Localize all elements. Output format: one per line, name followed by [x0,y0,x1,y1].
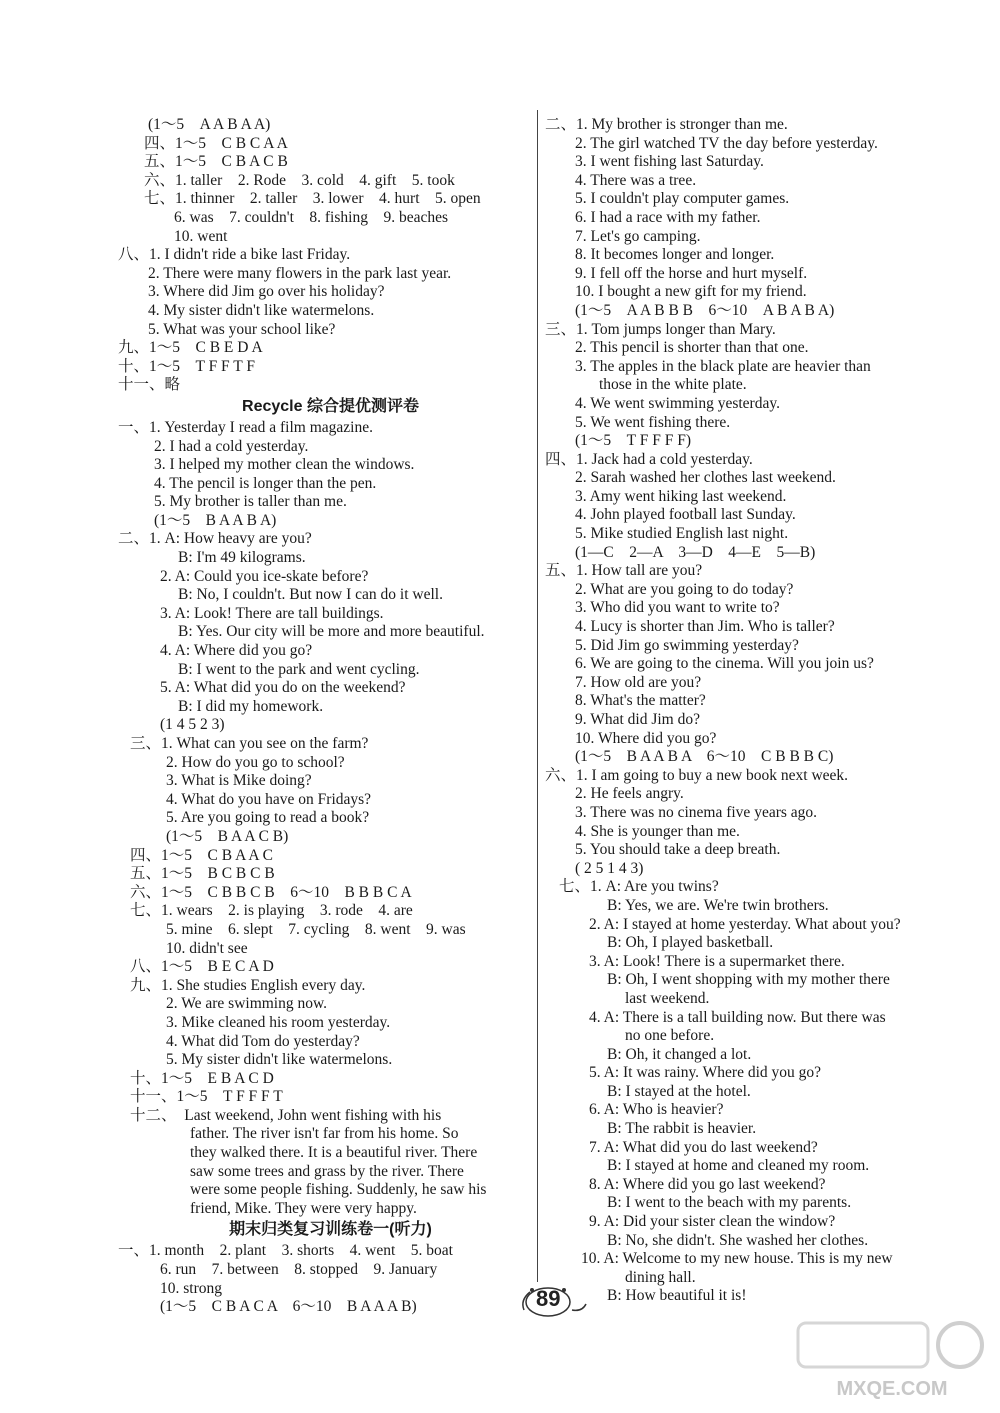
answer-line: 10. I bought a new gift for my friend. [575,283,807,301]
answer-line: 4. What did Tom do yesterday? [166,1032,360,1050]
answer-line: (1 4 5 2 3) [160,716,225,734]
answer-line: 3. I helped my mother clean the windows. [154,456,415,474]
answer-line: 二、1. My brother is stronger than me. [545,116,788,133]
answer-line: 十、1～5 T F F T F [118,357,255,375]
answer-line: 5. A: What did you do on the weekend? [160,679,406,697]
answer-line: 6. A: Who is heavier? [589,1101,724,1119]
watermark-text: MXQE.COM [836,1378,948,1400]
answer-line: 9. I fell off the horse and hurt myself. [575,264,808,282]
answer-line: B: Oh, it changed a lot. [607,1045,752,1063]
answer-line: 七、1. thinner 2. taller 3. lower 4. hurt 5. open [144,190,481,208]
answer-line: 九、1～5 C B E D A [118,339,263,357]
answer-line: 六、1～5 C B B C B 6～10 B B B C A [130,883,412,901]
answer-line: 五、1～5 C B A C B [144,153,288,171]
answer-line: 二、1. A: How heavy are you? [118,530,312,548]
answer-line: (1～5 C B A C A 6～10 B A A A B) [160,1298,417,1316]
answer-line: 2. We are swimming now. [166,995,328,1013]
answer-line: 3. Who did you want to write to? [575,599,780,617]
answer-line: (1～5 A A B A A) [148,116,271,133]
answer-line: B: Oh, I went shopping with my mother there [607,971,890,989]
answer-line: (1—C 2—A 3—D 4—E 5—B) [575,543,816,561]
answer-line: (1～5 B A A B A) [154,511,277,529]
left-column [118,116,543,1317]
answer-line: 4. We went swimming yesterday. [575,394,780,412]
answer-line: 10. strong [160,1279,222,1297]
page-number: 89 [536,1286,561,1311]
answer-line: 四、1～5 C B A A C [130,846,273,864]
answer-line: 三、1. What can you see on the farm? [130,735,369,752]
answer-line: B: I stayed at home and cleaned my room. [607,1157,870,1175]
answer-line: 八、1～5 B E C A D [130,958,274,976]
answer-line: 2. I had a cold yesterday. [154,437,309,455]
answer-line: saw some trees and grass by the river. There [190,1162,464,1180]
answer-line: 4. A: Where did you go? [160,642,313,660]
answer-line: 十一、略 [118,376,181,394]
answer-line: 3. What is Mike doing? [166,772,312,790]
answer-line: 八、1. I didn't ride a bike last Friday. [118,246,351,264]
answer-line: 5. Are you going to read a book? [166,809,370,827]
answer-line: 4. Lucy is shorter than Jim. Who is taller? [575,618,835,636]
answer-line: B: No, she didn't. She washed her clothes. [607,1231,869,1249]
answer-stamp-icon [792,1315,992,1405]
answer-line: 七、1. A: Are you twins? [559,878,719,896]
answer-line: those in the white plate. [599,376,747,394]
answer-line: 3. I went fishing last Saturday. [575,153,764,171]
answer-line: 2. He feels angry. [575,785,684,803]
answer-line: 9. What did Jim do? [575,711,700,728]
answer-line: 5. Did Jim go swimming yesterday? [575,636,799,654]
answer-line: 5. A: It was rainy. Where did you go? [589,1064,822,1082]
answer-line: 四、1. Jack had a cold yesterday. [545,450,753,468]
answer-line: 七、1. wears 2. is playing 3. rode 4. are [130,902,413,920]
answer-line: 6. We are going to the cinema. Will you join us? [575,655,874,673]
answer-line: 3. A: Look! There are tall buildings. [160,604,384,622]
answer-line: 3. Amy went hiking last weekend. [575,487,787,505]
answer-line: 2. Sarah washed her clothes last weekend. [575,469,836,487]
answer-line: B: I did my homework. [178,697,324,715]
answer-line: (1～5 A A B B B 6～10 A B A B A) [575,301,835,319]
answer-line: 5. Mike studied English last night. [575,525,789,543]
answer-line: 2. The girl watched TV the day before yesterday. [575,134,878,152]
watermark [792,1315,992,1405]
answer-line: last weekend. [625,989,710,1007]
answer-line: (1～5 B A A C B) [166,827,289,845]
answer-line: 4. John played football last Sunday. [575,506,796,524]
answer-line: 5. My brother is taller than me. [154,493,347,511]
answer-line: father. The river isn't far from his home. So [190,1125,459,1143]
answer-line: B: I went to the beach with my parents. [607,1194,852,1212]
answer-line: (1～5 B A A B A 6～10 C B B B C) [575,748,834,766]
answer-line: 五、1～5 B C B C B [130,865,275,883]
answer-line: 3. The apples in the black plate are heavier than [575,357,871,375]
answer-line: 8. A: Where did you go last weekend? [589,1175,826,1193]
answer-line: ( 2 5 1 4 3) [575,859,644,877]
answer-line: 2. How do you go to school? [166,753,345,771]
answer-line: were some people fishing. Suddenly, he saw his [190,1181,487,1199]
answer-line: 5. mine 6. slept 7. cycling 8. went 9. was [166,920,466,938]
answer-line: 3. Mike cleaned his room yesterday. [166,1013,391,1031]
answer-line: 10. went [174,227,228,245]
answer-line: 一、1. Yesterday I read a film magazine. [118,418,373,436]
answer-line: (1～5 T F F F F) [575,432,691,450]
right-column [545,116,970,1306]
answer-line: 五、1. How tall are you? [545,562,703,580]
answer-line: 4. The pencil is longer than the pen. [154,474,377,492]
answer-line: no one before. [625,1027,715,1045]
answer-line: B: I'm 49 kilograms. [178,549,306,567]
answer-line: 10. didn't see [166,939,248,957]
answer-line: 2. What are you going to do today? [575,580,794,598]
answer-line: 4. There was a tree. [575,171,697,189]
answer-line: 4. My sister didn't like watermelons. [148,301,375,319]
answer-line: 一、1. month 2. plant 3. shorts 4. went 5. boat [118,1242,453,1260]
answer-line: 九、1. She studies English every day. [130,976,366,994]
answer-line: 8. It becomes longer and longer. [575,246,775,264]
answer-line: B: Oh, I played basketball. [607,934,774,952]
answer-line: 3. A: Look! There is a supermarket there. [589,952,845,970]
answer-line: 2. There were many flowers in the park last year. [148,264,452,282]
answer-line: B: No, I couldn't. But now I can do it well. [178,586,443,604]
answer-line: 2. A: Could you ice-skate before? [160,567,369,585]
answer-line: 5. You should take a deep breath. [575,841,781,859]
answer-line: dining hall. [625,1268,696,1286]
answer-line: 6. was 7. couldn't 8. fishing 9. beaches [174,208,448,226]
answer-line: B: I went to the park and went cycling. [178,660,420,678]
answer-line: 10. Where did you go? [575,729,717,747]
answer-line: 六、1. I am going to buy a new book next week. [545,766,849,784]
answer-line: B: Yes, we are. We're twin brothers. [607,896,829,914]
answer-line: 5. We went fishing there. [575,413,731,431]
answer-line: 9. A: Did your sister clean the window? [589,1213,836,1231]
answer-line: 8. What's the matter? [575,692,706,710]
answer-line: 10. A: Welcome to my new house. This is my new [581,1250,893,1268]
section-heading: Recycle 综合提优测评卷 [242,397,419,415]
answer-line: 2. This pencil is shorter than that one. [575,339,809,357]
answer-line: 6. I had a race with my father. [575,208,761,226]
answer-line: 十一、1～5 T F F F T [130,1088,283,1106]
answer-line: 三、1. Tom jumps longer than Mary. [545,320,776,338]
answer-line: 4. She is younger than me. [575,822,740,840]
answer-line: 4. What do you have on Fridays? [166,790,372,808]
answer-line: B: I stayed at the hotel. [607,1082,751,1100]
answer-line: they walked there. It is a beautiful river. There [190,1144,478,1162]
section-heading: 期末归类复习训练卷一(听力) [229,1221,432,1239]
answer-line: 7. How old are you? [575,673,702,691]
page-number-badge [518,1282,588,1322]
answer-line: 5. What was your school like? [148,320,336,338]
answer-line: B: Yes. Our city will be more and more beautiful. [178,623,485,641]
answer-line: 3. Where did Jim go over his holiday? [148,283,385,301]
answer-line: 四、1～5 C B C A A [144,134,288,152]
answer-line: 7. Let's go camping. [575,227,701,245]
answer-line: 2. A: I stayed at home yesterday. What about you? [589,915,901,933]
answer-line: 5. I couldn't play computer games. [575,190,790,208]
answer-line: 十、1～5 E B A C D [130,1069,274,1087]
answer-line: 5. My sister didn't like watermelons. [166,1051,393,1069]
answer-line: 4. A: There is a tall building now. But there was [589,1008,886,1026]
column-divider [537,110,538,1282]
answer-line: 6. run 7. between 8. stopped 9. January [160,1261,438,1279]
answer-line: friend, Mike. They were very happy. [190,1199,417,1217]
answer-line: 3. There was no cinema five years ago. [575,803,818,821]
answer-line: 六、1. taller 2. Rode 3. cold 4. gift 5. took [144,171,455,189]
answer-line: B: The rabbit is heavier. [607,1120,757,1138]
answer-line: 十二、 Last weekend, John went fishing with his [130,1106,442,1124]
answer-line: 7. A: What did you do last weekend? [589,1138,818,1156]
answer-line: B: How beautiful it is! [607,1287,747,1305]
